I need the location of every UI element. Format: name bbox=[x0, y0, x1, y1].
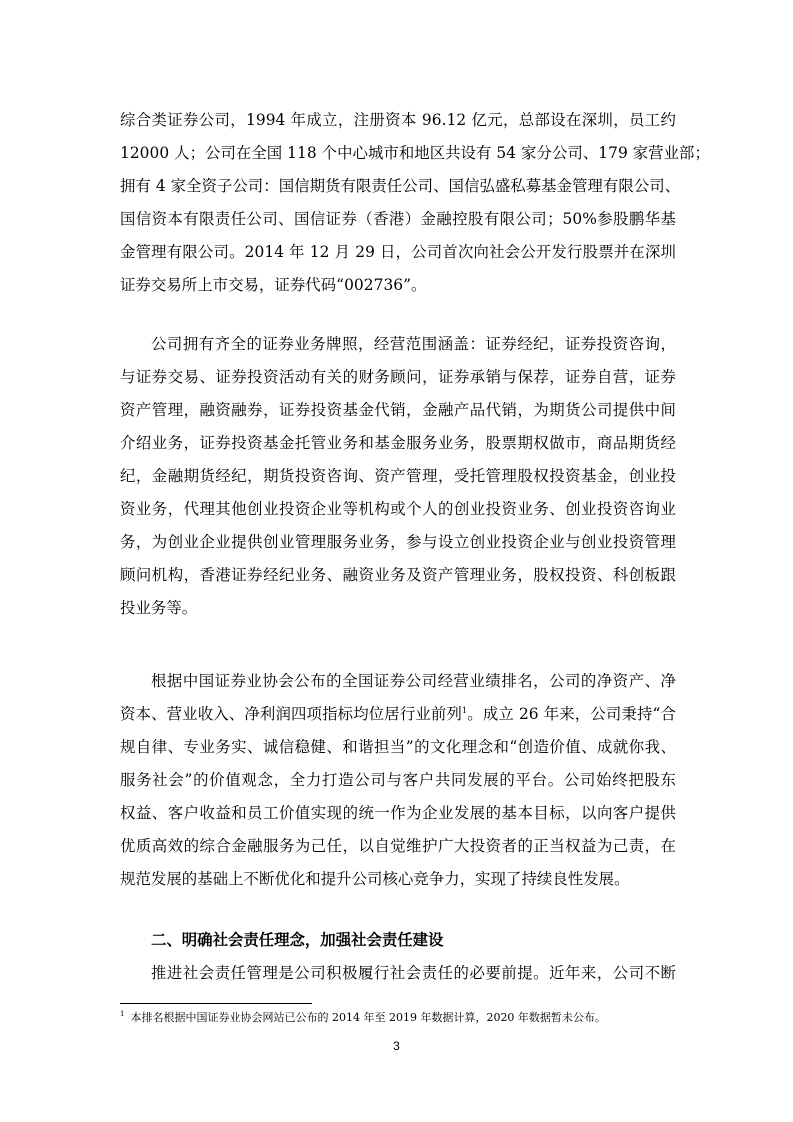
body-line: 规范发展的基础上不断优化和提升公司核心竞争力，实现了持续良性发展。 bbox=[120, 870, 630, 888]
footnote-separator bbox=[120, 1003, 312, 1004]
paragraph-csr-management bbox=[120, 957, 676, 990]
body-line: 务，为创业企业提供创业管理服务业务，参与设立创业投资企业与创业投资管理 bbox=[120, 533, 676, 551]
body-line: 根据中国证券业协会公布的全国证券公司经营业绩排名，公司的净资产、净 bbox=[151, 672, 676, 690]
body-line: 证券交易所上市交易，证券代码“002736”。 bbox=[120, 276, 427, 294]
body-line: 服务社会”的价值观念，全力打造公司与客户共同发展的平台。公司始终把股东 bbox=[120, 771, 676, 789]
paragraph-business-scope bbox=[120, 328, 676, 625]
text-segment: 。成立 26 年来，公司秉持“合 bbox=[467, 705, 676, 723]
body-line: 综合类证券公司，1994 年成立，注册资本 96.12 亿元，总部设在深圳，员工约 bbox=[120, 111, 676, 129]
body-line: 纪，金融期货经纪，期货投资咨询、资产管理，受托管理股权投资基金，创业投 bbox=[120, 467, 676, 485]
body-line: 推进社会责任管理是公司积极履行社会责任的必要前提。近年来，公司不断 bbox=[151, 964, 676, 982]
section-heading: 二、明确社会责任理念，加强社会责任建设 bbox=[151, 931, 444, 949]
body-line: 金管理有限公司。2014 年 12 月 29 日，公司首次向社会公开发行股票并在深圳 bbox=[120, 243, 676, 261]
text-segment: 资本、营业收入、净利润四项指标均位居行业前列 bbox=[120, 705, 463, 723]
body-line: 介绍业务，证券投资基金托管业务和基金服务业务，股票期权做市，商品期货经 bbox=[120, 434, 676, 452]
paragraph-company-overview bbox=[120, 104, 710, 302]
footnote-reference: 1 bbox=[462, 705, 468, 715]
body-line: 权益、客户收益和员工价值实现的统一作为企业发展的基本目标，以向客户提供 bbox=[120, 804, 676, 822]
body-line: 拥有 4 家全资子公司：国信期货有限责任公司、国信弘盛私募基金管理有限公司、 bbox=[120, 177, 681, 195]
body-line-with-footnote-ref bbox=[120, 698, 676, 731]
page-number: 3 bbox=[393, 1039, 400, 1053]
paragraph-ranking-values bbox=[120, 665, 676, 896]
body-line: 与证券交易、证券投资活动有关的财务顾问，证券承销与保荐，证券自营，证券 bbox=[120, 368, 676, 386]
footnote bbox=[120, 1010, 680, 1026]
body-line: 顾问机构，香港证券经纪业务、融资业务及资产管理业务，股权投资、科创板跟 bbox=[120, 566, 676, 584]
body-line: 国信资本有限责任公司、国信证券（香港）金融控股有限公司；50%参股鹏华基 bbox=[120, 210, 676, 228]
body-line: 优质高效的综合金融服务为己任，以自觉维护广大投资者的正当权益为己责，在 bbox=[120, 837, 676, 855]
body-line: 12000 人；公司在全国 118 个中心城市和地区共设有 54 家分公司、179 家营业部； bbox=[120, 144, 710, 162]
body-line: 规自律、专业务实、诚信稳健、和谐担当”的文化理念和“创造价值、成就你我、 bbox=[120, 738, 676, 756]
footnote-text: 本排名根据中国证券业协会网站已公布的 2014 年至 2019 年数据计算，2020 年数据暂未公布。 bbox=[130, 1011, 606, 1024]
footnote-marker: 1 bbox=[120, 1010, 125, 1019]
body-line: 投业务等。 bbox=[120, 599, 198, 617]
body-line: 资业务，代理其他创业投资企业等机构或个人的创业投资业务、创业投资咨询业 bbox=[120, 500, 676, 518]
body-line: 公司拥有齐全的证券业务牌照，经营范围涵盖：证券经纪，证券投资咨询， bbox=[151, 335, 676, 353]
body-line: 资产管理，融资融券，证券投资基金代销，金融产品代销，为期货公司提供中间 bbox=[120, 401, 676, 419]
